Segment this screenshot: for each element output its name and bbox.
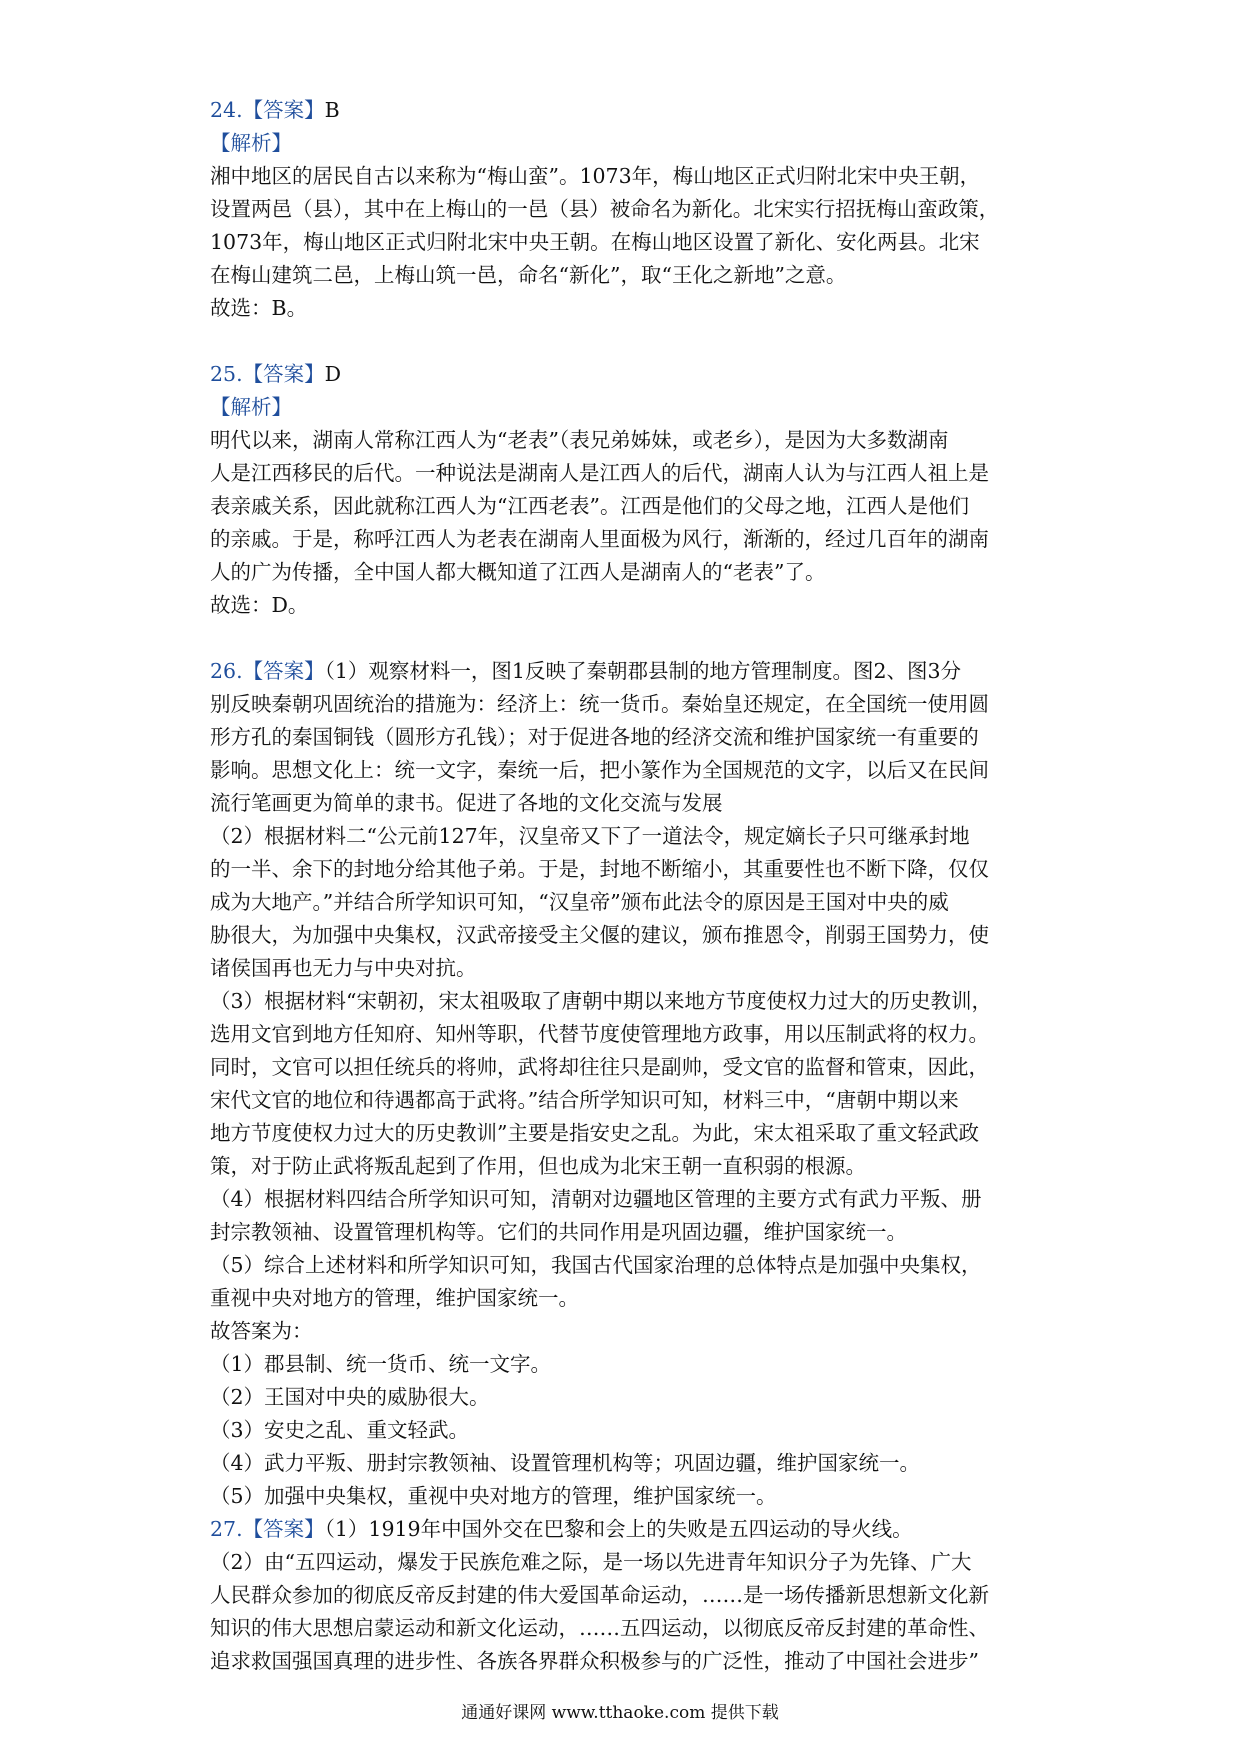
q24-line: 1073年，梅山地区正式归附北宋中央王朝。在梅山地区设置了新化、安化两县。北宋 bbox=[210, 230, 980, 254]
q24-analysis-tag: 【解析】 bbox=[210, 131, 292, 155]
q25-analysis-tag: 【解析】 bbox=[210, 395, 292, 419]
q26-line: 别反映秦朝巩固统治的措施为：经济上：统一货币。秦始皇还规定，在全国统一使用圆 bbox=[210, 692, 989, 716]
answer-page bbox=[210, 94, 1045, 1678]
q25-line: 的亲戚。于是，称呼江西人为老表在湖南人里面极为风行，渐渐的，经过几百年的湖南 bbox=[210, 527, 989, 551]
q25-answer-value: D bbox=[324, 362, 342, 386]
q25-conclusion: 故选：D。 bbox=[210, 593, 309, 617]
q27-answer-heading bbox=[210, 1513, 1045, 1546]
q26-line: 影响。思想文化上：统一文字，秦统一后，把小篆作为全国规范的文字，以后又在民间 bbox=[210, 758, 989, 782]
q26-line: 成为大地产。”并结合所学知识可知，“汉皇帝”颁布此法令的原因是王国对中央的威 bbox=[210, 890, 949, 914]
q26-line: 封宗教领袖、设置管理机构等。它们的共同作用是巩固边疆，维护国家统一。 bbox=[210, 1220, 907, 1244]
q26-summary-heading: 故答案为： bbox=[210, 1319, 313, 1343]
q26-line: 策，对于防止武将叛乱起到了作用，但也成为北宋王朝一直积弱的根源。 bbox=[210, 1154, 866, 1178]
q26-summary-item: （4）武力平叛、册封宗教领袖、设置管理机构等；巩固边疆，维护国家统一。 bbox=[210, 1451, 921, 1475]
q26-line: 选用文官到地方任知府、知州等职，代替节度使管理地方政事，用以压制武将的权力。 bbox=[210, 1022, 989, 1046]
q26-line: 宋代文官的地位和待遇都高于武将。”结合所学知识可知，材料三中，“唐朝中期以来 bbox=[210, 1088, 959, 1112]
q27-line: （2）由“五四运动，爆发于民族危难之际，是一场以先进青年知识分子为先锋、广大 bbox=[210, 1550, 972, 1574]
q24-answer-value: B bbox=[324, 98, 340, 122]
q25-line: 明代以来，湖南人常称江西人为“老表”（表兄弟姊妹，或老乡），是因为大多数湖南 bbox=[210, 428, 949, 452]
q26-line: 地方节度使权力过大的历史教训”主要是指安史之乱。为此，宋太祖采取了重文轻武政 bbox=[210, 1121, 979, 1145]
q26-line: 同时，文官可以担任统兵的将帅，武将却往往只是副帅，受文官的监督和管束，因此， bbox=[210, 1055, 989, 1079]
q27-number: 27. bbox=[210, 1517, 243, 1541]
q26-line: （3）根据材料“宋朝初，宋太祖吸取了唐朝中期以来地方节度使权力过大的历史教训， bbox=[210, 989, 993, 1013]
q26-summary-item: （2）王国对中央的威胁很大。 bbox=[210, 1385, 490, 1409]
q26-line: 重视中央对地方的管理，维护国家统一。 bbox=[210, 1286, 579, 1310]
q26-answer-heading bbox=[210, 655, 1045, 688]
q26-line: （4）根据材料四结合所学知识可知，清朝对边疆地区管理的主要方式有武力平叛、册 bbox=[210, 1187, 982, 1211]
q25-line: 人是江西移民的后代。一种说法是湖南人是江西人的后代，湖南人认为与江西人祖上是 bbox=[210, 461, 989, 485]
q26-answer-first-line: （1）观察材料一，图1反映了秦朝郡县制的地方管理制度。图2、图3分 bbox=[324, 659, 962, 683]
q25-number: 25. bbox=[210, 362, 243, 386]
q26-summary-item: （5）加强中央集权，重视中央对地方的管理，维护国家统一。 bbox=[210, 1484, 777, 1508]
q26-summary-item: （1）郡县制、统一货币、统一文字。 bbox=[210, 1352, 552, 1376]
q26-line: 的一半、余下的封地分给其他子弟。于是，封地不断缩小，其重要性也不断下降，仅仅 bbox=[210, 857, 989, 881]
q26-number: 26. bbox=[210, 659, 243, 683]
q24-conclusion: 故选：B。 bbox=[210, 296, 308, 320]
q27-line: 追求救国强国真理的进步性、各族各界群众积极参与的广泛性，推动了中国社会进步” bbox=[210, 1649, 979, 1673]
q25-answer-tag: 【答案】 bbox=[242, 362, 325, 386]
q27-answer-first-line: （1）1919年中国外交在巴黎和会上的失败是五四运动的导火线。 bbox=[324, 1517, 913, 1541]
q26-line: 流行笔画更为简单的隶书。促进了各地的文化交流与发展 bbox=[210, 791, 723, 815]
q26-line: 胁很大，为加强中央集权，汉武帝接受主父偃的建议，颁布推恩令，削弱王国势力，使 bbox=[210, 923, 989, 947]
q24-line: 在梅山建筑二邑，上梅山筑一邑，命名“新化”，取“王化之新地”之意。 bbox=[210, 263, 847, 287]
q26-line: 形方孔的秦国铜钱（圆形方孔钱）；对于促进各地的经济交流和维护国家统一有重要的 bbox=[210, 725, 979, 749]
q24-answer-heading bbox=[210, 94, 1045, 127]
q24-number: 24. bbox=[210, 98, 243, 122]
page-footer: 通通好课网 www.tthaoke.com 提供下载 bbox=[461, 1703, 779, 1723]
q27-line: 知识的伟大思想启蒙运动和新文化运动，……五四运动，以彻底反帝反封建的革命性、 bbox=[210, 1616, 989, 1640]
q24-answer-tag: 【答案】 bbox=[242, 98, 325, 122]
q26-answer-tag: 【答案】 bbox=[242, 659, 325, 683]
q25-answer-heading bbox=[210, 358, 1045, 391]
q25-line: 人的广为传播，全中国人都大概知道了江西人是湖南人的“老表”了。 bbox=[210, 560, 826, 584]
q26-line: 诸侯国再也无力与中央对抗。 bbox=[210, 956, 477, 980]
q26-line: （2）根据材料二“公元前127年，汉皇帝又下了一道法令，规定嫡长子只可继承封地 bbox=[210, 824, 970, 848]
q26-line: （5）综合上述材料和所学知识可知，我国古代国家治理的总体特点是加强中央集权， bbox=[210, 1253, 982, 1277]
q27-answer-tag: 【答案】 bbox=[242, 1517, 325, 1541]
q24-line: 湘中地区的居民自古以来称为“梅山蛮”。1073年，梅山地区正式归附北宋中央王朝， bbox=[210, 164, 981, 188]
q27-line: 人民群众参加的彻底反帝反封建的伟大爱国革命运动，……是一场传播新思想新文化新 bbox=[210, 1583, 989, 1607]
q25-line: 表亲戚关系，因此就称江西人为“江西老表”。江西是他们的父母之地，江西人是他们 bbox=[210, 494, 969, 518]
q24-line: 设置两邑（县），其中在上梅山的一邑（县）被命名为新化。北宋实行招抚梅山蛮政策， bbox=[210, 197, 1000, 221]
q26-summary-item: （3）安史之乱、重文轻武。 bbox=[210, 1418, 470, 1442]
